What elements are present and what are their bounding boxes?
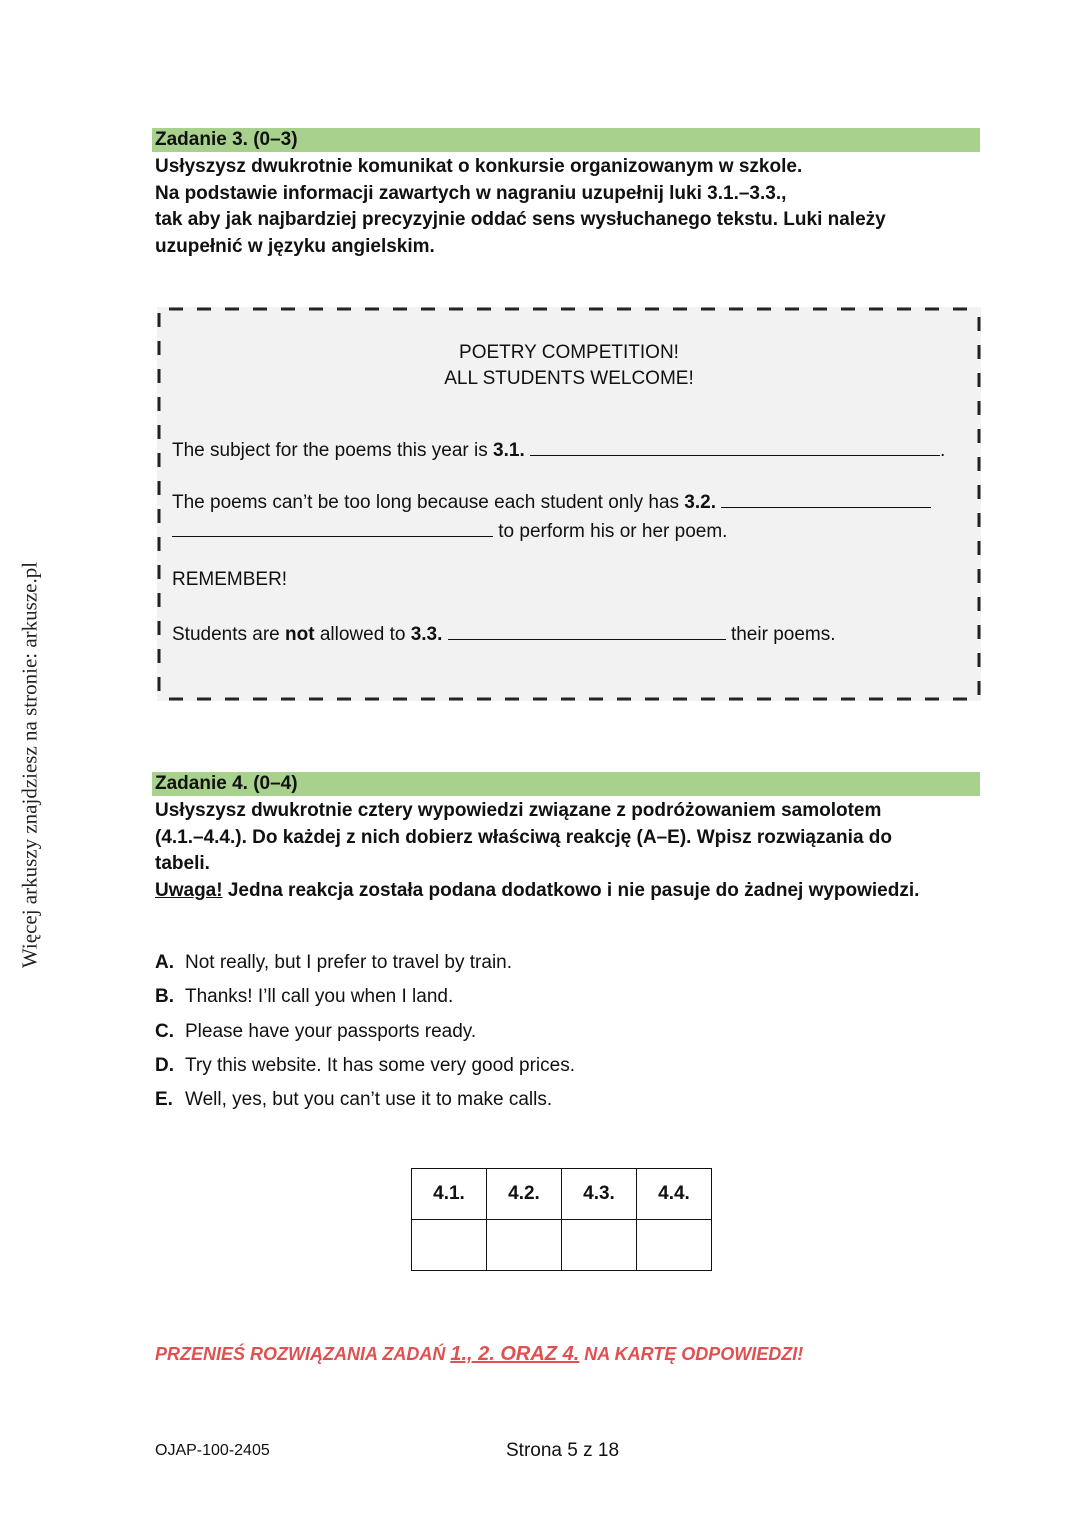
transfer-text: PRZENIEŚ ROZWIĄZANIA ZADAŃ: [155, 1344, 451, 1364]
line-end: to perform his or her poem.: [493, 521, 728, 542]
uwaga-label: Uwaga!: [155, 879, 223, 901]
task4-instruction-line: tabeli.: [155, 853, 210, 874]
emphasis-not: not: [285, 624, 315, 645]
poetry-notice-box: [157, 307, 981, 701]
answer-header-cell: 4.3.: [562, 1169, 637, 1220]
exam-code: OJAP-100-2405: [155, 1442, 270, 1459]
gap-line-3-3: [172, 621, 836, 646]
line-text: Students are: [172, 624, 286, 645]
task3-instruction-line: tak aby jak najbardziej precyzyjnie oddać sens wysłuchanego tekstu. Luki należy: [155, 209, 886, 230]
option-a: [155, 952, 512, 974]
task4-note: [155, 878, 975, 905]
gap-number: 3.1.: [493, 440, 525, 461]
line-text: The subject for the poems this year is: [172, 440, 494, 461]
option-text: Thanks! I’ll call you when I land.: [185, 986, 454, 1007]
task4-header: Zadanie 4. (0–4): [152, 772, 980, 796]
line-text: The poems can’t be too long because each student only has: [172, 492, 685, 513]
answer-gap-3-1[interactable]: [530, 437, 940, 456]
side-watermark-text: Więcej arkuszy znajdziesz na stronie: arkusze.pl: [17, 561, 42, 969]
option-b: [155, 986, 453, 1008]
answer-cell-4-3[interactable]: [562, 1220, 637, 1271]
option-text: Try this website. It has some very good prices.: [185, 1055, 576, 1076]
answer-header-cell: 4.1.: [412, 1169, 487, 1220]
answer-header-cell: 4.2.: [487, 1169, 562, 1220]
task3-header: Zadanie 3. (0–3): [152, 128, 980, 152]
competition-title: POETRY COMPETITION!: [459, 342, 679, 363]
option-letter: E.: [155, 1089, 173, 1110]
page-number: Strona 5 z 18: [506, 1440, 620, 1461]
gap-number: 3.2.: [684, 492, 716, 513]
task4-instructions: [155, 798, 975, 904]
option-text: Well, yes, but you can’t use it to make calls.: [185, 1089, 553, 1110]
answer-table-header-row: [412, 1169, 712, 1220]
option-text: Please have your passports ready.: [185, 1021, 477, 1042]
answer-table: [411, 1168, 712, 1271]
gap-line-3-1: [172, 437, 945, 462]
remember-label: REMEMBER!: [172, 569, 288, 590]
transfer-task-numbers: 1., 2. ORAZ 4.: [450, 1343, 580, 1365]
line-text: allowed to: [314, 624, 411, 645]
line-end: their poems.: [725, 624, 836, 645]
answer-cell-4-2[interactable]: [487, 1220, 562, 1271]
answer-gap-3-2a[interactable]: [721, 489, 931, 508]
answer-gap-3-3[interactable]: [448, 621, 726, 640]
option-c: [155, 1021, 476, 1043]
gap-line-3-2-cont: [172, 518, 727, 543]
task4-instruction-line: (4.1.–4.4.). Do każdej z nich dobierz właściwą reakcję (A–E). Wpisz rozwiązania do: [155, 826, 893, 848]
task3-instruction-line: Na podstawie informacji zawartych w nagraniu uzupełnij luki 3.1.–3.3.,: [155, 182, 787, 204]
transfer-text-end: NA KARTĘ ODPOWIEDZI!: [579, 1344, 804, 1364]
option-text: Not really, but I prefer to travel by train.: [185, 952, 513, 973]
gap-line-3-2: [172, 489, 931, 514]
option-d: [155, 1055, 575, 1077]
line-end: .: [940, 440, 946, 461]
task3-instruction-line: uzupełnić w języku angielskim.: [155, 235, 435, 257]
task3-instruction-line: Usłyszysz dwukrotnie komunikat o konkursie organizowanym w szkole.: [155, 156, 803, 177]
competition-subtitle: ALL STUDENTS WELCOME!: [444, 368, 694, 389]
task3-instructions: [155, 154, 955, 260]
option-e: [155, 1089, 552, 1111]
option-letter: A.: [155, 952, 174, 973]
task4-instruction-line: Usłyszysz dwukrotnie cztery wypowiedzi związane z podróżowaniem samolotem: [155, 800, 882, 821]
option-letter: C.: [155, 1021, 174, 1042]
answer-table-input-row: [412, 1220, 712, 1271]
answer-gap-3-2b[interactable]: [172, 518, 493, 537]
transfer-answers-note: [155, 1343, 803, 1366]
answer-cell-4-4[interactable]: [637, 1220, 712, 1271]
uwaga-text: Jedna reakcja została podana dodatkowo i nie pasuje do żadnej wypowiedzi.: [222, 879, 920, 901]
option-letter: D.: [155, 1055, 174, 1076]
answer-cell-4-1[interactable]: [412, 1220, 487, 1271]
gap-number: 3.3.: [410, 624, 443, 645]
answer-header-cell: 4.4.: [637, 1169, 712, 1220]
option-letter: B.: [155, 986, 174, 1007]
